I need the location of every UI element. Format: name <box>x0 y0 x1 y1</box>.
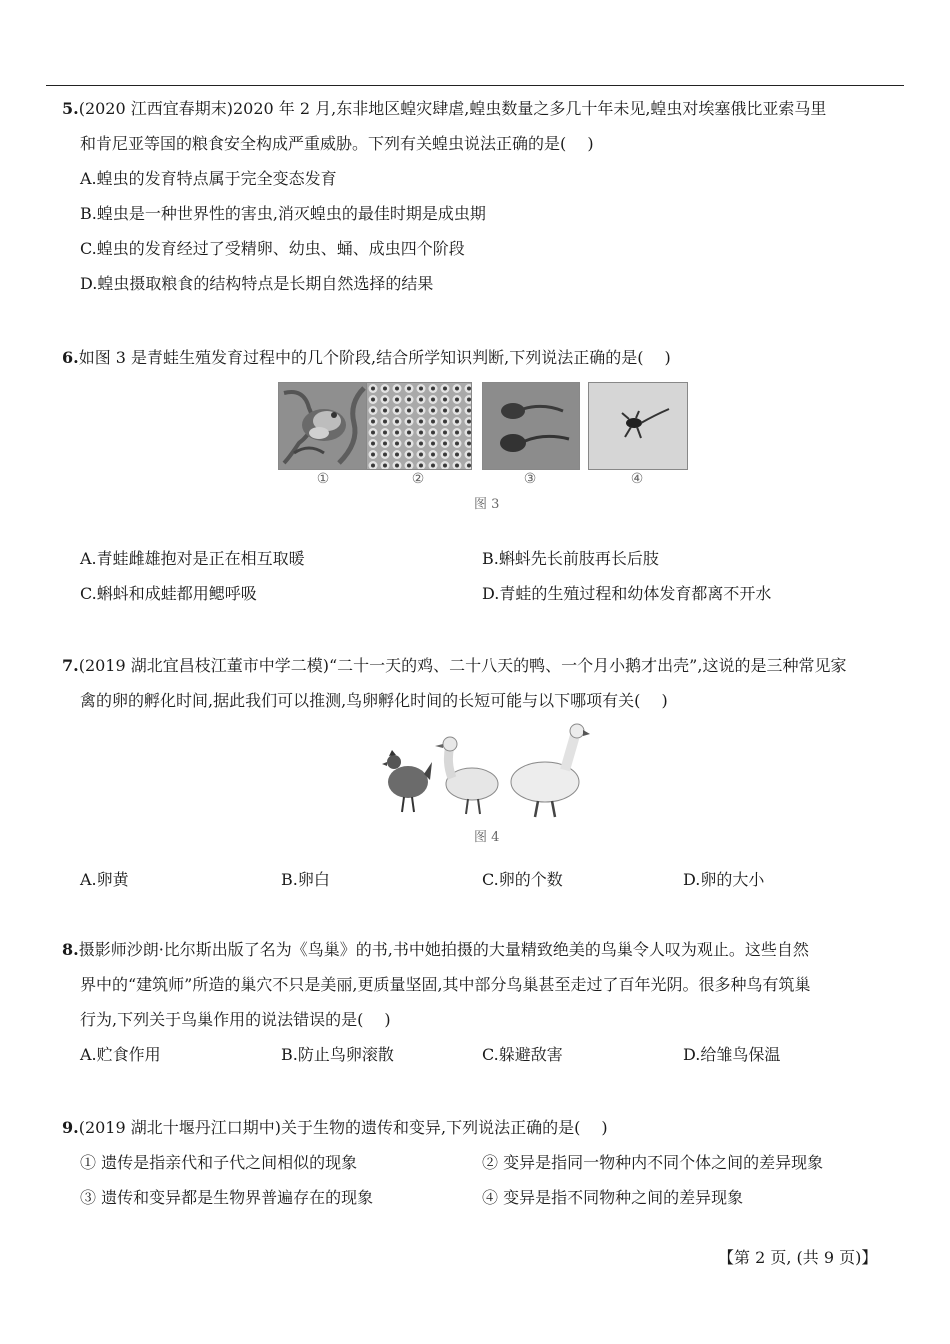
option-d: D.卵的大小 <box>683 870 765 889</box>
question-number: 6. <box>62 348 79 367</box>
question-6 <box>62 340 902 375</box>
panel-label-4: ④ <box>630 471 644 487</box>
question-8-stem <box>62 932 902 967</box>
figure-4-caption: 图 4 <box>474 830 500 845</box>
question-5 <box>62 91 902 301</box>
question-6-options <box>62 541 902 611</box>
frog-amplexus-image <box>278 382 370 470</box>
question-7-stem <box>62 648 902 683</box>
question-number: 9. <box>62 1118 79 1137</box>
option-row <box>62 576 902 611</box>
option-b: B.蝗虫是一种世界性的害虫,消灭蝗虫的最佳时期是成虫期 <box>80 204 486 223</box>
statement-row <box>62 1180 902 1215</box>
stem-text: 和肯尼亚等国的粮食安全构成严重威胁。下列有关蝗虫说法正确的是( ) <box>80 134 594 153</box>
statement-1: ① 遗传是指亲代和子代之间相似的现象 <box>80 1153 358 1172</box>
option-c: C.卵的个数 <box>482 870 563 889</box>
option-c: C.躲避敌害 <box>482 1045 563 1064</box>
statement-4: ④ 变异是指不同物种之间的差异现象 <box>482 1188 744 1207</box>
panel-label-2: ② <box>411 471 425 487</box>
question-7 <box>62 648 902 718</box>
tadpoles-image <box>482 382 580 470</box>
froglet-image <box>588 382 688 470</box>
figure-3-caption: 图 3 <box>474 497 500 512</box>
stem-text: 如图 3 是青蛙生殖发育过程中的几个阶段,结合所学知识判断,下列说法正确的是( ) <box>78 348 671 367</box>
option-c: C.蝌蚪和成蛙都用鳃呼吸 <box>80 584 257 603</box>
stem-text: (2019 湖北十堰丹江口期中)关于生物的遗传和变异,下列说法正确的是( ) <box>78 1118 608 1137</box>
question-number: 8. <box>62 940 79 959</box>
question-8 <box>62 932 902 1072</box>
option-a: A.卵黄 <box>80 870 129 889</box>
header-rule <box>46 85 904 86</box>
chicken-image <box>382 750 432 812</box>
question-7-options <box>62 862 902 897</box>
stem-text: (2019 湖北宜昌枝江董市中学二模)“二十一天的鸡、二十八天的鸭、一个月小鹅才出壳”,这说的是三种常见家 <box>78 656 847 675</box>
statement-3: ③ 遗传和变异都是生物界普遍存在的现象 <box>80 1188 374 1207</box>
option-row <box>62 541 902 576</box>
statement-2: ② 变异是指同一物种内不同个体之间的差异现象 <box>482 1153 824 1172</box>
question-9 <box>62 1110 902 1215</box>
figure-4-poultry <box>380 722 590 822</box>
duck-image <box>435 737 498 814</box>
option-d: D.给雏鸟保温 <box>683 1045 781 1064</box>
question-6-stem <box>62 340 902 375</box>
option-a: A.蝗虫的发育特点属于完全变态发育 <box>80 169 337 188</box>
option-row <box>62 1037 902 1072</box>
stem-text: 禽的卵的孵化时间,据此我们可以推测,鸟卵孵化时间的长短可能与以下哪项有关( ) <box>80 691 668 710</box>
option-row <box>62 862 902 897</box>
option-b: B.卵白 <box>281 870 330 889</box>
option-a: A.贮食作用 <box>80 1045 161 1064</box>
option-c: C.蝗虫的发育经过了受精卵、幼虫、蛹、成虫四个阶段 <box>80 239 465 258</box>
option-a: A.青蛙雌雄抱对是正在相互取暖 <box>80 549 305 568</box>
stem-text: (2020 江西宜春期末)2020 年 2 月,东非地区蝗灾肆虐,蝗虫数量之多几十年未见,蝗虫对埃塞俄比亚索马里 <box>78 99 827 118</box>
stem-text: 界中的“建筑师”所造的巢穴不只是美丽,更质量坚固,其中部分鸟巢甚至走过了百年光阴。很多种鸟有筑巢 <box>80 975 811 994</box>
panel-label-3: ③ <box>523 471 537 487</box>
panel-label-1: ① <box>316 471 330 487</box>
frog-eggs-image <box>366 382 472 470</box>
stem-text: 摄影师沙朗·比尔斯出版了名为《鸟巢》的书,书中她拍摄的大量精致绝美的鸟巢令人叹为观止。这些自然 <box>78 940 809 959</box>
option-b: B.防止鸟卵滚散 <box>281 1045 394 1064</box>
option-d: D.青蛙的生殖过程和幼体发育都离不开水 <box>482 584 772 603</box>
statement-row <box>62 1145 902 1180</box>
goose-image <box>511 724 590 817</box>
page-number: 【第 2 页, (共 9 页)】 <box>718 1248 878 1267</box>
stem-text: 行为,下列关于鸟巢作用的说法错误的是( ) <box>80 1010 391 1029</box>
option-b: B.蝌蚪先长前肢再长后肢 <box>482 549 659 568</box>
option-d: D.蝗虫摄取粮食的结构特点是长期自然选择的结果 <box>80 274 434 293</box>
question-9-stem <box>62 1110 902 1145</box>
question-number: 7. <box>62 656 79 675</box>
question-number: 5. <box>62 99 79 118</box>
question-5-stem <box>62 91 902 126</box>
